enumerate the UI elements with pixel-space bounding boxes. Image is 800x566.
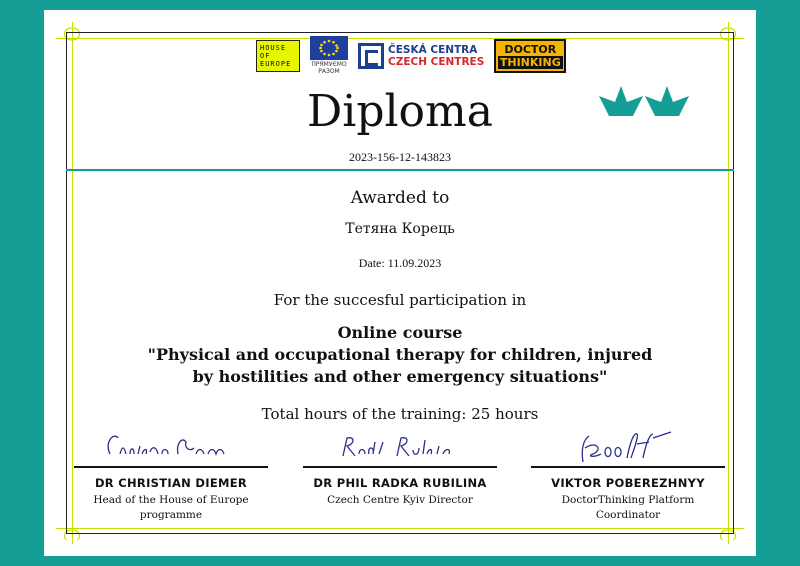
- signature-rubilina: [325, 428, 475, 464]
- signature-line: [531, 466, 725, 468]
- certificate-number: 2023-156-12-143823: [349, 150, 451, 164]
- diploma-title: Diploma: [306, 86, 494, 137]
- signature-line: [74, 466, 268, 468]
- partner-logos: [256, 36, 566, 75]
- signature-poberezhnyy: [553, 428, 703, 464]
- doctor-thinking-logo: DOCTOR THINKING: [494, 39, 566, 73]
- eu-logo: ПРЯМУЄМО РАЗОМ: [310, 36, 348, 75]
- awarded-to-label: Awarded to: [350, 188, 450, 208]
- training-hours: Total hours of the training: 25 hours: [261, 405, 539, 423]
- header-divider: [66, 169, 734, 171]
- participation-text: For the succesful participation in: [273, 291, 527, 309]
- signature-diemer: [96, 428, 246, 464]
- diploma-sheet: [44, 10, 756, 556]
- course-title: Online course "Physical and occupational therapy for children, injured by hostilities and other emergency situations": [147, 323, 653, 386]
- recipient-name: Тетяна Корець: [345, 221, 455, 237]
- czech-centres-mark-icon: [358, 43, 384, 69]
- signature-block-rubilina: DR PHIL RADKA RUBILINA Czech Centre Kyiv Director: [303, 428, 497, 508]
- eu-flag-icon: [310, 36, 348, 60]
- signature-block-diemer: DR CHRISTIAN DIEMER Head of the House of Europe programme: [74, 428, 268, 523]
- house-of-europe-logo: HOUSE OF EUROPE: [256, 40, 300, 72]
- signature-block-poberezhnyy: VIKTOR POBEREZHNYY DoctorThinking Platform Coordinator: [531, 428, 725, 523]
- award-date: Date: 11.09.2023: [358, 256, 442, 270]
- signature-line: [303, 466, 497, 468]
- czech-centres-logo: ČESKÁ CENTRA CZECH CENTRES: [358, 43, 484, 69]
